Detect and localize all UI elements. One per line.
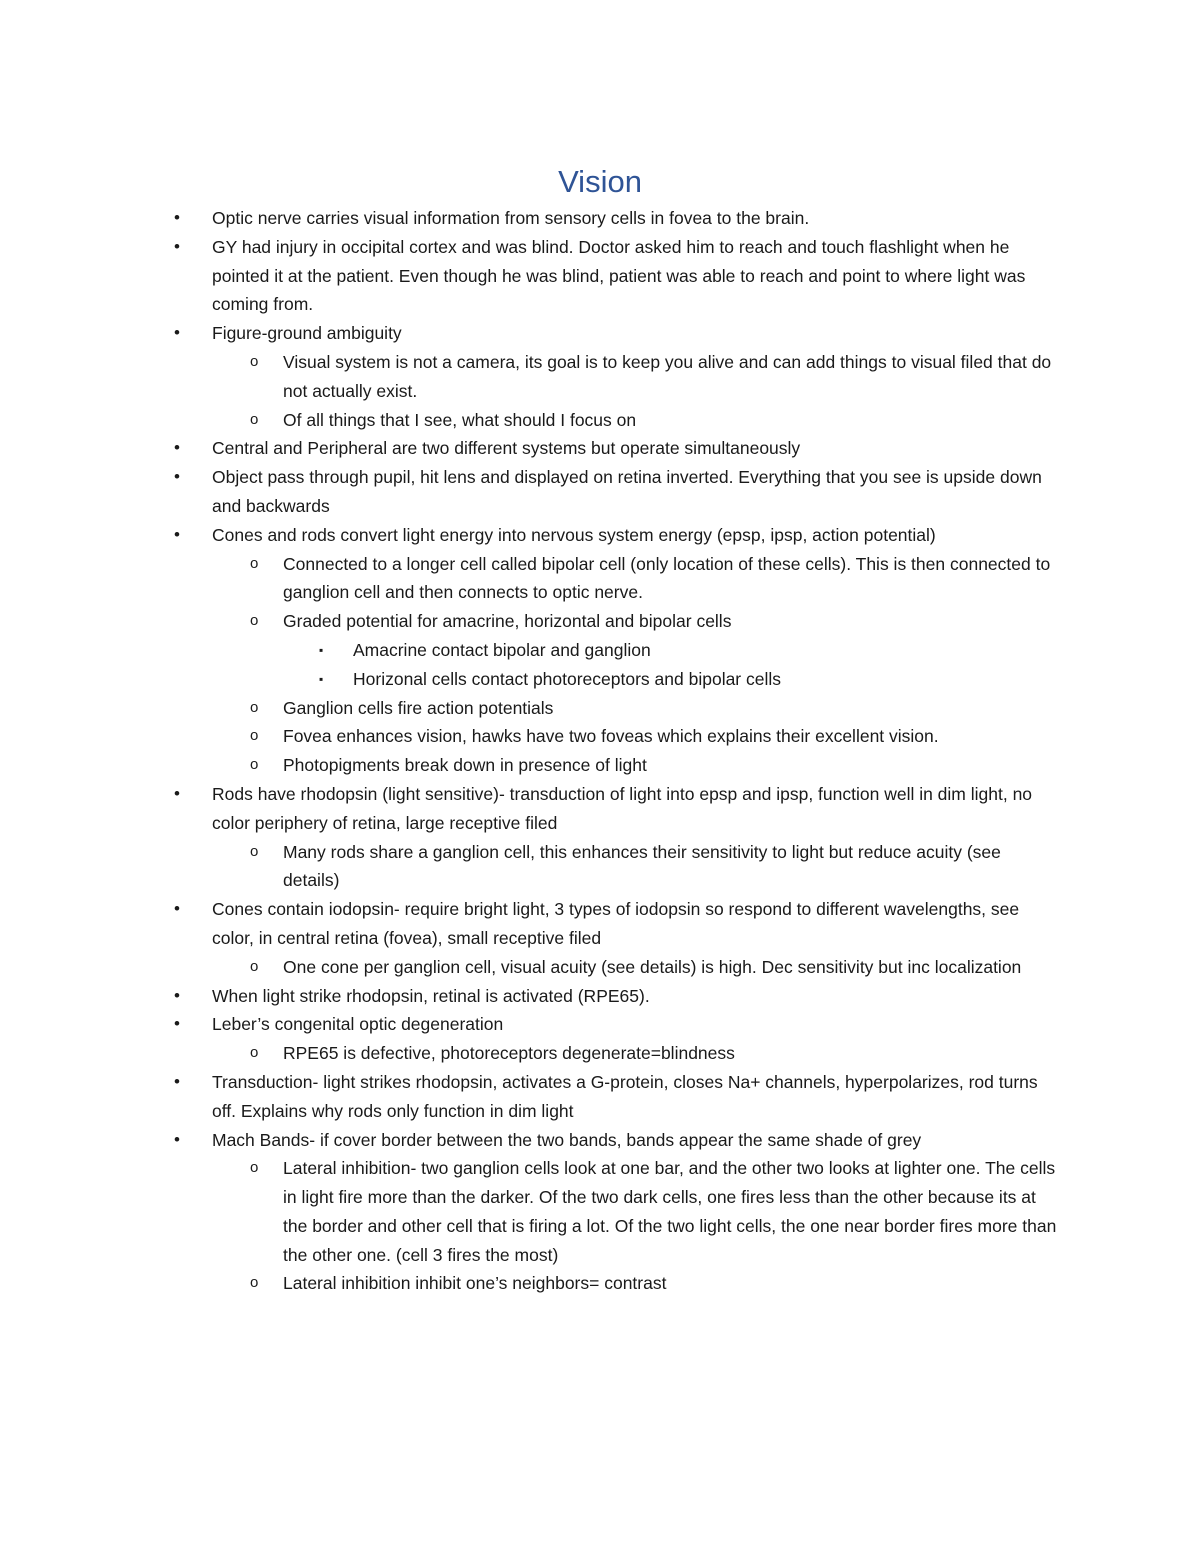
bullet-icon: • <box>174 236 180 256</box>
list-item-level-2 <box>0 607 1060 636</box>
list-item-text: Object pass through pupil, hit lens and displayed on retina inverted. Everything that you see is upside down and backwards <box>212 467 1042 516</box>
circle-bullet-icon: o <box>250 698 259 716</box>
circle-bullet-icon: o <box>250 1159 259 1177</box>
list-item-level-1 <box>0 982 1060 1011</box>
list-item-level-1 <box>0 463 1060 521</box>
bullet-icon: • <box>174 524 180 544</box>
list-item-text: Transduction- light strikes rhodopsin, activates a G-protein, closes Na+ channels, hyperpolarizes, rod turns off. Explains why rods only function in dim light <box>212 1071 1038 1121</box>
bullet-icon: • <box>174 1129 180 1149</box>
list-item-level-2 <box>0 1039 1060 1068</box>
list-item-level-2 <box>0 1154 1060 1269</box>
list-item-level-1 <box>0 895 1060 953</box>
circle-bullet-icon: o <box>250 1274 259 1292</box>
list-item-level-2 <box>0 953 1060 982</box>
bullet-icon: • <box>174 208 180 227</box>
list-item-text: One cone per ganglion cell, visual acuity (see details) is high. Dec sensitivity but inc localization <box>283 956 1022 977</box>
list-item-level-2 <box>0 694 1060 723</box>
list-item-level-2 <box>0 406 1060 435</box>
list-item-level-1 <box>0 521 1060 550</box>
list-item-text: Rods have rhodopsin (light sensitive)- transduction of light into epsp and ipsp, function well in dim light, no color periphery of retina, large receptive filed <box>212 783 1033 833</box>
bullet-icon: • <box>174 985 180 1005</box>
list-item-text: Mach Bands- if cover border between the two bands, bands appear the same shade of grey <box>212 1129 922 1150</box>
list-item-text: Amacrine contact bipolar and ganglion <box>353 639 651 660</box>
bullet-icon: • <box>174 783 180 803</box>
list-item-level-3 <box>0 665 1060 694</box>
square-bullet-icon: ▪ <box>319 642 324 657</box>
list-item-level-2 <box>0 751 1060 780</box>
list-item-text: Horizonal cells contact photoreceptors and bipolar cells <box>353 668 782 689</box>
list-item-text: Ganglion cells fire action potentials <box>283 697 554 718</box>
list-item-level-2 <box>0 722 1060 751</box>
circle-bullet-icon: o <box>250 612 259 630</box>
list-item-text: Lateral inhibition- two ganglion cells look at one bar, and the other two looks at lighter one. The cells in light fire more than the darker. Of the two dark cells, one fires less than the other because its at the border and other cell that is firing a lot. Of the two light cells, the one near border fires more than the other one. (cell 3 fires the most) <box>283 1158 1057 1265</box>
list-item-text: RPE65 is defective, photoreceptors degenerate=blindness <box>283 1043 735 1064</box>
list-item-text: Many rods share a ganglion cell, this enhances their sensitivity to light but reduce acuity (see details) <box>283 841 1001 891</box>
list-item-level-1 <box>0 1126 1060 1155</box>
list-item-text: Graded potential for amacrine, horizontal and bipolar cells <box>283 611 732 632</box>
circle-bullet-icon: o <box>250 352 259 370</box>
list-item-level-1 <box>0 233 1060 319</box>
list-item-level-2 <box>0 838 1060 896</box>
page-title: Vision <box>558 164 642 199</box>
list-item-level-1 <box>0 204 1060 233</box>
bullet-icon: • <box>174 1071 180 1091</box>
square-bullet-icon: ▪ <box>319 671 324 686</box>
circle-bullet-icon: o <box>250 957 259 975</box>
list-item-text: GY had injury in occipital cortex and was blind. Doctor asked him to reach and touch flashlight when he pointed it at the patient. Even though he was blind, patient was able to reach and point to where light was coming from. <box>212 236 1026 315</box>
list-item-level-2 <box>0 1269 1060 1298</box>
bullet-icon: • <box>174 323 180 343</box>
list-item-text: Lateral inhibition inhibit one’s neighbors= contrast <box>283 1273 667 1294</box>
list-item-text: When light strike rhodopsin, retinal is activated (RPE65). <box>212 985 650 1006</box>
circle-bullet-icon: o <box>250 1044 259 1062</box>
list-item-text: Figure-ground ambiguity <box>212 323 402 344</box>
list-item-text: Of all things that I see, what should I focus on <box>283 409 637 430</box>
list-item-level-2 <box>0 550 1060 608</box>
list-item-text: Visual system is not a camera, its goal is to keep you alive and can add things to visual filed that do not actually exist. <box>283 351 1052 401</box>
bullet-list <box>0 204 1200 1298</box>
circle-bullet-icon: o <box>250 842 259 860</box>
list-item-text: Fovea enhances vision, hawks have two foveas which explains their excellent vision. <box>283 726 939 747</box>
list-item-text: Cones and rods convert light energy into nervous system energy (epsp, ipsp, action potential) <box>212 524 936 545</box>
circle-bullet-icon: o <box>250 410 259 428</box>
bullet-icon: • <box>174 1014 180 1034</box>
list-item-level-1 <box>0 1010 1060 1039</box>
list-item-text: Central and Peripheral are two different systems but operate simultaneously <box>212 438 801 459</box>
list-item-text: Leber’s congenital optic degeneration <box>212 1014 504 1035</box>
bullet-icon: • <box>174 467 180 487</box>
circle-bullet-icon: o <box>250 554 259 572</box>
list-item-text: Cones contain iodopsin- require bright light, 3 types of iodopsin so respond to different wavelengths, see color, in central retina (fovea), small receptive filed <box>212 899 1020 948</box>
bullet-icon: • <box>174 438 180 458</box>
list-item-level-2 <box>0 348 1060 406</box>
circle-bullet-icon: o <box>250 727 259 745</box>
bullet-icon: • <box>174 899 180 919</box>
list-item-level-1 <box>0 319 1060 348</box>
circle-bullet-icon: o <box>250 756 259 774</box>
list-item-text: Optic nerve carries visual information from sensory cells in fovea to the brain. <box>212 208 810 228</box>
list-item-level-1 <box>0 434 1060 463</box>
list-item-text: Photopigments break down in presence of light <box>283 755 647 776</box>
list-item-level-1 <box>0 1068 1060 1126</box>
list-item-text: Connected to a longer cell called bipolar cell (only location of these cells). This is then connected to ganglion cell and then connects to optic nerve. <box>283 553 1051 603</box>
list-item-level-1 <box>0 780 1060 838</box>
list-item-level-3 <box>0 636 1060 665</box>
